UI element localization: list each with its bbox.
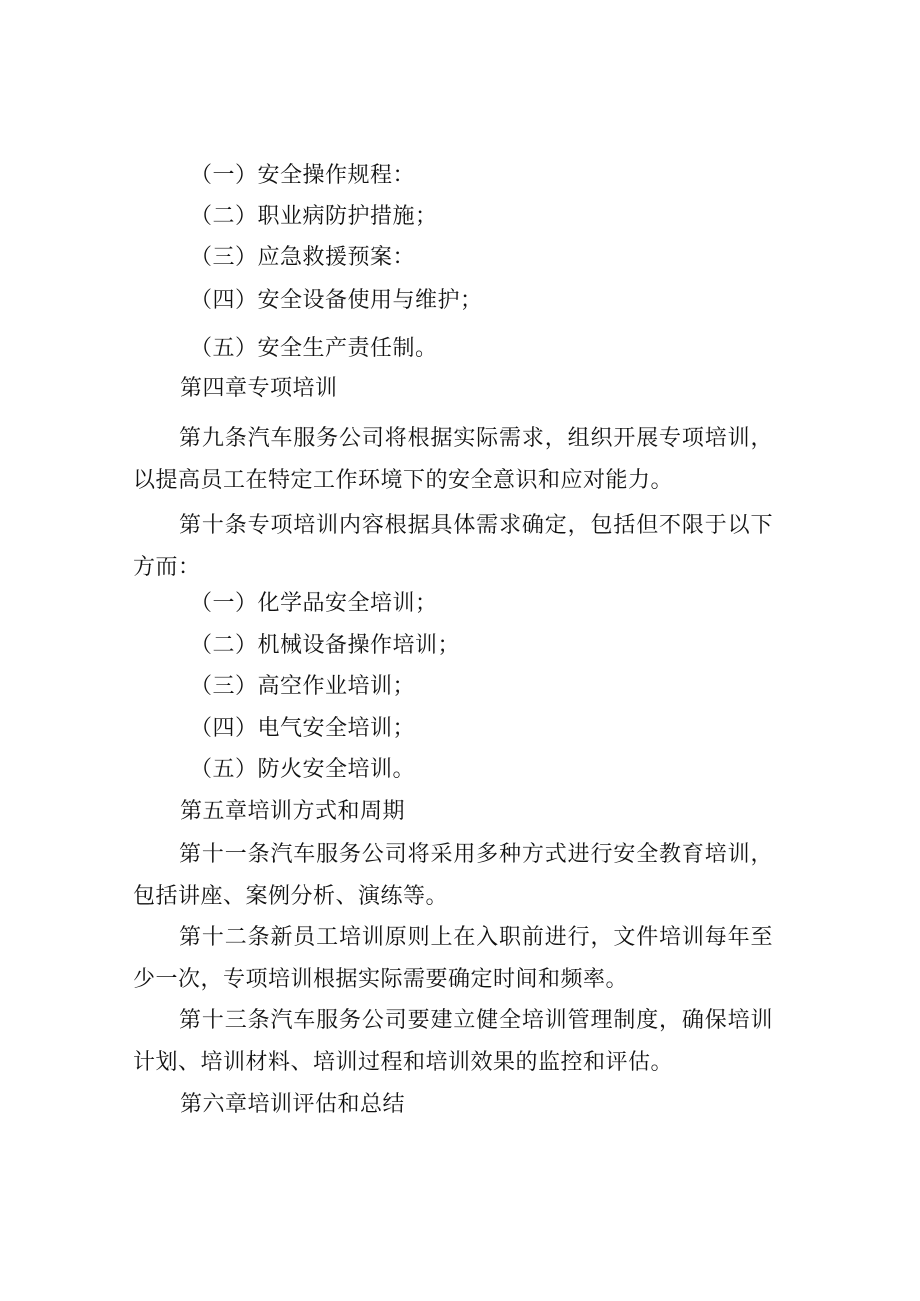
list-item-safety-procedures: （一）安全操作规程： (190, 163, 416, 188)
list-item-electrical-training: （四）电气安全培训； (190, 716, 416, 741)
article10-paragraph: 第十条专项培训内容根据具体需求确定，包括但不限于以下方而： (133, 513, 773, 580)
chapter5-title: 第五章培训方式和周期 (180, 799, 406, 824)
list-item-responsibility-system: （五）安全生产责任制。 (190, 336, 438, 361)
article11-paragraph: 第十一条汽车服务公司将采用多种方式进行安全教育培训，包括讲座、案例分析、演练等。 (133, 842, 773, 909)
list-item-height-work-training: （三）高空作业培训； (190, 674, 416, 699)
list-item-occupational-disease: （二）职业病防护措施； (190, 204, 438, 229)
article12-paragraph: 第十二条新员工培训原则上在入职前进行，文件培训每年至少一次，专项培训根据实际需要确定时间和频率。 (133, 925, 773, 992)
list-item-chemicals-training: （一）化学品安全培训； (190, 591, 438, 616)
list-item-machinery-training: （二）机械设备操作培训； (190, 633, 461, 658)
list-item-emergency-plan: （三）应急救援预案： (190, 245, 416, 270)
chapter6-title: 第六章培训评估和总结 (180, 1092, 406, 1117)
chapter4-title: 第四章专项培训 (180, 376, 338, 401)
list-item-safety-equipment: （四）安全设备使用与维护； (190, 288, 483, 313)
article9-paragraph: 第九条汽车服务公司将根据实际需求，组织开展专项培训，以提高员工在特定工作环境下的安全意识和应对能力。 (133, 426, 773, 493)
article13-paragraph: 第十三条汽车服务公司要建立健全培训管理制度，确保培训计划、培训材料、培训过程和培训效果的监控和评估。 (133, 1008, 773, 1075)
list-item-fire-training: （五）防火安全培训。 (190, 757, 416, 782)
